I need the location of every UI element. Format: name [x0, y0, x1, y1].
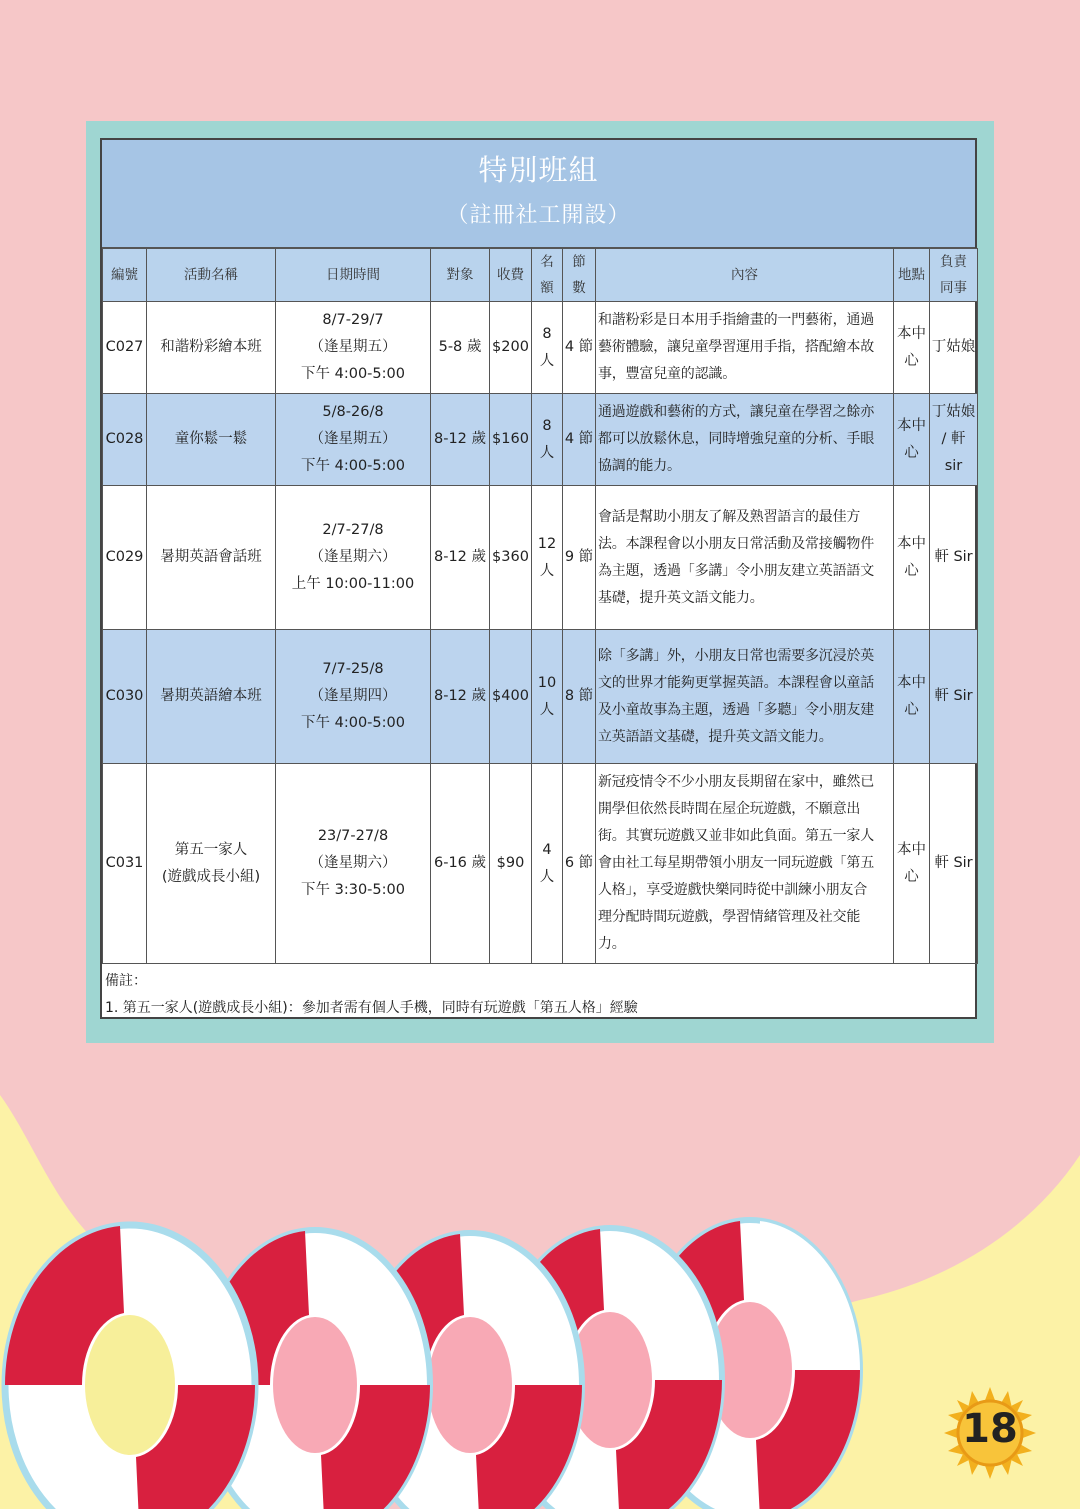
- row-sessions: 9 節: [563, 486, 596, 630]
- row-venue-line: 本中: [897, 417, 926, 434]
- row-date-range: 7/7-25/8: [322, 661, 384, 677]
- row-content-line: 開學但依然長時間在屋企玩遊戲，不願意出: [598, 801, 861, 817]
- header-code: 編號: [103, 249, 147, 302]
- row-content-line: 為主題，透過「多講」令小朋友建立英語語文: [598, 562, 874, 579]
- row-date-time: 上午 10:00-11:00: [291, 576, 415, 592]
- row-content-line: 新冠疫情令不少小朋友長期留在家中，雖然已: [598, 774, 874, 790]
- row-fee: $360: [490, 486, 532, 630]
- table-row: [103, 630, 978, 764]
- row-date-weekday: （逢星期五）: [309, 431, 397, 447]
- header-date: 日期時間: [276, 249, 431, 302]
- row-content-line: 和諧粉彩是日本用手指繪畫的一門藝術，通過: [598, 312, 874, 328]
- class-table: [102, 248, 978, 964]
- table-row: [103, 302, 978, 394]
- row-date-range: 23/7-27/8: [317, 828, 389, 844]
- page-subtitle: （註冊社工開設）: [446, 203, 631, 228]
- row-target: 5-8 歲: [431, 302, 490, 394]
- row-code: C029: [103, 486, 147, 630]
- row-date-range: 5/8-26/8: [322, 404, 384, 420]
- row-code: C028: [103, 394, 147, 486]
- page-title: 特別班組: [478, 153, 599, 187]
- row-content-line: 通過遊戲和藝術的方式，讓兒童在學習之餘亦: [598, 404, 874, 420]
- row-code: C030: [103, 630, 147, 764]
- row-target: 8-12 歲: [431, 486, 490, 630]
- remarks: [102, 964, 975, 1022]
- row-quota: [532, 630, 563, 764]
- row-venue-line: 心: [904, 868, 919, 885]
- row-staff: [930, 302, 978, 394]
- row-venue-line: 心: [904, 701, 919, 718]
- row-fee: $160: [490, 394, 532, 486]
- row-quota: [532, 302, 563, 394]
- row-content-line: 協調的能力。: [598, 458, 681, 474]
- row-name-line: 暑期英語會話班: [160, 549, 262, 565]
- header-quota: 名額: [532, 249, 563, 302]
- row-quota-line: 4 人: [539, 841, 555, 885]
- row-content-line: 立英語語文基礎，提升英文語文能力。: [598, 728, 833, 745]
- row-quota: [532, 394, 563, 486]
- row-date-time: 下午 4:00-5:00: [301, 715, 405, 731]
- row-content-line: 基礎，提升英文語文能力。: [598, 589, 764, 606]
- header-sessions: 節數: [563, 249, 596, 302]
- header-name: 活動名稱: [147, 249, 276, 302]
- row-quota-line: 8 人: [539, 417, 555, 461]
- row-content-line: 會話是幫助小朋友了解及熟習語言的最佳方: [598, 508, 861, 525]
- swim-ring-1: [5, 1225, 255, 1509]
- row-content-line: 法。本課程會以小朋友日常活動及常接觸物件: [598, 535, 874, 552]
- row-venue-line: 本中: [897, 535, 926, 552]
- row-name: [147, 630, 276, 764]
- row-name: [147, 764, 276, 964]
- row-date-range: 8/7-29/7: [322, 312, 384, 328]
- title-band: [102, 140, 975, 248]
- row-content-line: 都可以放鬆休息，同時增強兒童的分析、手眼: [598, 431, 874, 447]
- row-content-line: 藝術體驗，讓兒童學習運用手指，搭配繪本故: [598, 339, 874, 355]
- row-content-line: 及小童故事為主題，透過「多聽」令小朋友建: [598, 701, 874, 718]
- header-content: 內容: [596, 249, 894, 302]
- row-quota-line: 人: [539, 562, 555, 579]
- row-staff-line: / 軒: [941, 431, 966, 447]
- table-row: [103, 394, 978, 486]
- row-staff-line: 軒 Sir: [934, 688, 973, 704]
- row-name-line: 第五一家人: [174, 841, 248, 858]
- row-date: [276, 486, 431, 630]
- row-content-line: 除「多講」外，小朋友日常也需要多沉浸於英: [598, 647, 874, 664]
- row-quota: [532, 764, 563, 964]
- header-staff: 負責同事: [930, 249, 978, 302]
- row-name-line: 童你鬆一鬆: [174, 431, 248, 447]
- row-content-line: 理分配時間玩遊戲，學習情緒管理及社交能: [598, 909, 861, 925]
- row-staff-line: sir: [944, 458, 963, 474]
- row-date-weekday: （逢星期四）: [309, 688, 397, 704]
- row-venue: [894, 302, 930, 394]
- row-staff-line: 丁姑娘: [931, 339, 976, 355]
- page-number: 18: [962, 1406, 1018, 1452]
- row-date-weekday: （逢星期五）: [309, 339, 397, 355]
- row-venue: [894, 764, 930, 964]
- row-content: [596, 394, 894, 486]
- row-content-line: 文的世界才能夠更掌握英語。本課程會以童話: [598, 674, 874, 691]
- row-venue: [894, 486, 930, 630]
- row-name: [147, 394, 276, 486]
- row-content-line: 會由社工每星期帶領小朋友一同玩遊戲「第五: [598, 855, 874, 871]
- row-staff: [930, 764, 978, 964]
- row-date: [276, 302, 431, 394]
- row-content: [596, 764, 894, 964]
- row-venue-line: 本中: [897, 674, 926, 691]
- row-quota-line: 8 人: [539, 325, 555, 369]
- row-date: [276, 630, 431, 764]
- row-date-weekday: （逢星期六）: [309, 855, 397, 871]
- row-target: 8-12 歲: [431, 394, 490, 486]
- row-quota-line: 10: [537, 674, 557, 691]
- row-fee: $200: [490, 302, 532, 394]
- row-date-time: 下午 4:00-5:00: [301, 458, 405, 474]
- row-date-weekday: （逢星期六）: [309, 549, 397, 565]
- row-target: 6-16 歲: [431, 764, 490, 964]
- remarks-title: 備註：: [105, 973, 147, 989]
- remarks-item: 1. 第五一家人(遊戲成長小組)：參加者需有個人手機，同時有玩遊戲「第五人格」經驗: [105, 1000, 638, 1016]
- row-staff: [930, 486, 978, 630]
- row-sessions: 8 節: [563, 630, 596, 764]
- row-sessions: 4 節: [563, 302, 596, 394]
- row-date-range: 2/7-27/8: [322, 522, 384, 538]
- row-venue-line: 本中: [897, 841, 926, 858]
- row-name-line: (遊戲成長小組): [161, 868, 261, 885]
- row-content: [596, 302, 894, 394]
- row-staff-line: 軒 Sir: [934, 549, 973, 565]
- table-row: [103, 486, 978, 630]
- class-sheet: [100, 138, 977, 1019]
- table-row: [103, 764, 978, 964]
- header-fee: 收費: [490, 249, 532, 302]
- row-code: C031: [103, 764, 147, 964]
- row-venue-line: 心: [904, 352, 919, 369]
- row-venue-line: 心: [904, 444, 919, 461]
- row-quota-line: 12: [537, 535, 557, 552]
- row-fee: $90: [490, 764, 532, 964]
- row-sessions: 4 節: [563, 394, 596, 486]
- row-date-time: 下午 3:30-5:00: [301, 882, 405, 898]
- row-content: [596, 486, 894, 630]
- header-venue: 地點: [894, 249, 930, 302]
- row-venue-line: 心: [904, 562, 919, 579]
- header-target: 對象: [431, 249, 490, 302]
- row-content-line: 街。其實玩遊戲又並非如此負面。第五一家人: [598, 828, 874, 844]
- table-frame: [86, 121, 994, 1043]
- row-content-line: 人格」，享受遊戲快樂同時從中訓練小朋友合: [598, 882, 867, 898]
- row-content: [596, 630, 894, 764]
- row-venue-line: 本中: [897, 325, 926, 342]
- row-name-line: 暑期英語繪本班: [160, 688, 262, 704]
- row-date: [276, 764, 431, 964]
- row-code: C027: [103, 302, 147, 394]
- row-date-time: 下午 4:00-5:00: [301, 366, 405, 382]
- row-staff: [930, 394, 978, 486]
- row-staff-line: 軒 Sir: [934, 855, 973, 871]
- row-name-line: 和諧粉彩繪本班: [160, 339, 262, 355]
- row-content-line: 力。: [598, 936, 626, 952]
- row-date: [276, 394, 431, 486]
- row-venue: [894, 630, 930, 764]
- row-staff-line: 丁姑娘: [931, 404, 976, 420]
- row-sessions: 6 節: [563, 764, 596, 964]
- row-staff: [930, 630, 978, 764]
- row-quota-line: 人: [539, 701, 555, 718]
- row-quota: [532, 486, 563, 630]
- row-content-line: 事，豐富兒童的認識。: [598, 366, 736, 382]
- row-fee: $400: [490, 630, 532, 764]
- row-name: [147, 486, 276, 630]
- row-target: 8-12 歲: [431, 630, 490, 764]
- table-header-row: [103, 249, 978, 302]
- row-venue: [894, 394, 930, 486]
- row-name: [147, 302, 276, 394]
